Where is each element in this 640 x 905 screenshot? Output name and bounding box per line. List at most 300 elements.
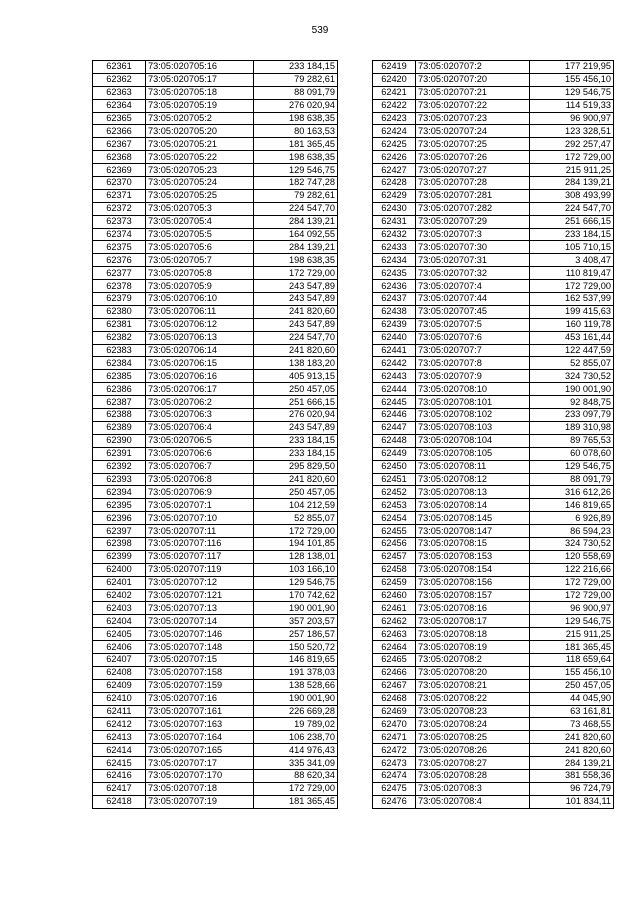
table-row <box>373 189 614 202</box>
row-number-cell: 62438 <box>373 305 416 318</box>
row-number-cell: 62417 <box>93 782 146 795</box>
row-number-cell: 62370 <box>93 177 146 190</box>
value-cell: 88 091,79 <box>254 86 338 99</box>
row-number-cell: 62374 <box>93 228 146 241</box>
value-cell: 453 161,44 <box>530 331 614 344</box>
row-number-cell: 62453 <box>373 499 416 512</box>
table-row <box>373 61 614 74</box>
value-cell: 128 138,01 <box>254 550 338 563</box>
row-number-cell: 62378 <box>93 280 146 293</box>
row-number-cell: 62394 <box>93 486 146 499</box>
cadastral-number-cell: 73:05:020705:20 <box>146 125 254 138</box>
cadastral-number-cell: 73:05:020708:17 <box>416 615 530 628</box>
table-row <box>93 512 338 525</box>
cadastral-number-cell: 73:05:020706:6 <box>146 447 254 460</box>
row-number-cell: 62445 <box>373 396 416 409</box>
row-number-cell: 62462 <box>373 615 416 628</box>
cadastral-number-cell: 73:05:020707:146 <box>146 628 254 641</box>
cadastral-number-cell: 73:05:020706:9 <box>146 486 254 499</box>
row-number-cell: 62455 <box>373 525 416 538</box>
table-row <box>373 318 614 331</box>
cadastral-number-cell: 73:05:020708:22 <box>416 692 530 705</box>
table-row <box>93 396 338 409</box>
row-number-cell: 62430 <box>373 202 416 215</box>
value-cell: 250 457,05 <box>254 383 338 396</box>
cadastral-number-cell: 73:05:020707:6 <box>416 331 530 344</box>
row-number-cell: 62415 <box>93 757 146 770</box>
row-number-cell: 62411 <box>93 705 146 718</box>
row-number-cell: 62382 <box>93 331 146 344</box>
cadastral-number-cell: 73:05:020705:6 <box>146 241 254 254</box>
cadastral-number-cell: 73:05:020707:12 <box>146 576 254 589</box>
value-cell: 101 834,11 <box>530 795 614 808</box>
cadastral-number-cell: 73:05:020708:13 <box>416 486 530 499</box>
value-cell: 194 101,85 <box>254 537 338 550</box>
table-row <box>373 757 614 770</box>
value-cell: 170 742,62 <box>254 589 338 602</box>
table-row <box>93 305 338 318</box>
table-row <box>373 241 614 254</box>
table-row <box>373 164 614 177</box>
cadastral-number-cell: 73:05:020706:7 <box>146 460 254 473</box>
cadastral-number-cell: 73:05:020707:16 <box>146 692 254 705</box>
table-row <box>93 563 338 576</box>
cadastral-number-cell: 73:05:020707:30 <box>416 241 530 254</box>
cadastral-number-cell: 73:05:020706:14 <box>146 344 254 357</box>
row-number-cell: 62464 <box>373 641 416 654</box>
value-cell: 155 456,10 <box>530 666 614 679</box>
table-row <box>93 731 338 744</box>
value-cell: 96 900,97 <box>530 602 614 615</box>
cadastral-number-cell: 73:05:020708:24 <box>416 718 530 731</box>
row-number-cell: 62416 <box>93 769 146 782</box>
value-cell: 164 092,55 <box>254 228 338 241</box>
value-cell: 44 045,90 <box>530 692 614 705</box>
cadastral-number-cell: 73:05:020706:2 <box>146 396 254 409</box>
table-row <box>93 769 338 782</box>
value-cell: 138 528,66 <box>254 679 338 692</box>
value-cell: 198 638,35 <box>254 151 338 164</box>
value-cell: 172 729,00 <box>530 576 614 589</box>
value-cell: 172 729,00 <box>254 267 338 280</box>
row-number-cell: 62454 <box>373 512 416 525</box>
row-number-cell: 62405 <box>93 628 146 641</box>
cadastral-number-cell: 73:05:020706:13 <box>146 331 254 344</box>
cadastral-number-cell: 73:05:020707:15 <box>146 653 254 666</box>
table-row <box>93 602 338 615</box>
table-row <box>373 151 614 164</box>
value-cell: 63 161,81 <box>530 705 614 718</box>
row-number-cell: 62447 <box>373 421 416 434</box>
cadastral-number-cell: 73:05:020707:13 <box>146 602 254 615</box>
cadastral-number-cell: 73:05:020706:4 <box>146 421 254 434</box>
cadastral-number-cell: 73:05:020705:18 <box>146 86 254 99</box>
table-row <box>93 589 338 602</box>
value-cell: 243 547,89 <box>254 280 338 293</box>
cadastral-number-cell: 73:05:020707:32 <box>416 267 530 280</box>
value-cell: 146 819,65 <box>254 653 338 666</box>
row-number-cell: 62364 <box>93 99 146 112</box>
cadastral-number-cell: 73:05:020707:4 <box>416 280 530 293</box>
cadastral-number-cell: 73:05:020707:27 <box>416 164 530 177</box>
value-cell: 162 537,99 <box>530 293 614 306</box>
table-row <box>93 267 338 280</box>
table-row <box>373 602 614 615</box>
table-row <box>93 576 338 589</box>
value-cell: 123 328,51 <box>530 125 614 138</box>
table-row <box>93 744 338 757</box>
value-cell: 381 558,36 <box>530 769 614 782</box>
value-cell: 150 520,72 <box>254 641 338 654</box>
cadastral-number-cell: 73:05:020707:20 <box>416 73 530 86</box>
row-number-cell: 62457 <box>373 550 416 563</box>
row-number-cell: 62403 <box>93 602 146 615</box>
table-row <box>93 447 338 460</box>
table-row <box>373 525 614 538</box>
table-row <box>373 138 614 151</box>
row-number-cell: 62474 <box>373 769 416 782</box>
row-number-cell: 62456 <box>373 537 416 550</box>
cadastral-number-cell: 73:05:020708:157 <box>416 589 530 602</box>
table-row <box>373 228 614 241</box>
table-row <box>93 177 338 190</box>
cadastral-number-cell: 73:05:020705:16 <box>146 61 254 74</box>
value-cell: 52 855,07 <box>530 357 614 370</box>
cadastral-number-cell: 73:05:020707:165 <box>146 744 254 757</box>
cadastral-number-cell: 73:05:020705:9 <box>146 280 254 293</box>
cadastral-number-cell: 73:05:020707:119 <box>146 563 254 576</box>
row-number-cell: 62413 <box>93 731 146 744</box>
table-row <box>373 202 614 215</box>
cadastral-number-cell: 73:05:020707:14 <box>146 615 254 628</box>
row-number-cell: 62397 <box>93 525 146 538</box>
row-number-cell: 62471 <box>373 731 416 744</box>
table-row <box>373 576 614 589</box>
cadastral-number-cell: 73:05:020707:158 <box>146 666 254 679</box>
cadastral-number-cell: 73:05:020708:21 <box>416 679 530 692</box>
value-cell: 190 001,90 <box>530 383 614 396</box>
value-cell: 79 282,61 <box>254 189 338 202</box>
table-row <box>373 215 614 228</box>
cadastral-number-cell: 73:05:020705:2 <box>146 112 254 125</box>
row-number-cell: 62431 <box>373 215 416 228</box>
table-row <box>373 331 614 344</box>
value-cell: 172 729,00 <box>254 782 338 795</box>
table-row <box>93 344 338 357</box>
row-number-cell: 62426 <box>373 151 416 164</box>
data-table-right <box>372 60 614 809</box>
row-number-cell: 62396 <box>93 512 146 525</box>
cadastral-number-cell: 73:05:020708:3 <box>416 782 530 795</box>
table-row <box>93 357 338 370</box>
row-number-cell: 62404 <box>93 615 146 628</box>
row-number-cell: 62386 <box>93 383 146 396</box>
table-row <box>373 305 614 318</box>
cadastral-number-cell: 73:05:020708:18 <box>416 628 530 641</box>
cadastral-number-cell: 73:05:020707:2 <box>416 61 530 74</box>
table-row <box>373 537 614 550</box>
value-cell: 6 926,89 <box>530 512 614 525</box>
table-row <box>93 164 338 177</box>
cadastral-number-cell: 73:05:020708:19 <box>416 641 530 654</box>
cadastral-number-cell: 73:05:020707:31 <box>416 254 530 267</box>
table-row <box>373 550 614 563</box>
value-cell: 405 913,15 <box>254 370 338 383</box>
row-number-cell: 62414 <box>93 744 146 757</box>
table-row <box>93 473 338 486</box>
table-row <box>93 615 338 628</box>
cadastral-number-cell: 73:05:020707:17 <box>146 757 254 770</box>
table-row <box>93 550 338 563</box>
cadastral-number-cell: 73:05:020708:145 <box>416 512 530 525</box>
value-cell: 251 666,15 <box>254 396 338 409</box>
value-cell: 284 139,21 <box>254 241 338 254</box>
cadastral-number-cell: 73:05:020708:15 <box>416 537 530 550</box>
table-row <box>373 383 614 396</box>
table-row <box>373 615 614 628</box>
cadastral-number-cell: 73:05:020707:148 <box>146 641 254 654</box>
value-cell: 224 547,70 <box>254 331 338 344</box>
table-row <box>373 254 614 267</box>
value-cell: 284 139,21 <box>530 757 614 770</box>
table-row <box>93 112 338 125</box>
table-row <box>93 679 338 692</box>
value-cell: 241 820,60 <box>254 473 338 486</box>
cadastral-number-cell: 73:05:020705:23 <box>146 164 254 177</box>
value-cell: 114 519,33 <box>530 99 614 112</box>
value-cell: 88 091,79 <box>530 473 614 486</box>
row-number-cell: 62407 <box>93 653 146 666</box>
cadastral-number-cell: 73:05:020707:25 <box>416 138 530 151</box>
cadastral-number-cell: 73:05:020705:22 <box>146 151 254 164</box>
value-cell: 19 789,02 <box>254 718 338 731</box>
cadastral-number-cell: 73:05:020707:45 <box>416 305 530 318</box>
table-row <box>93 795 338 808</box>
table-row <box>373 692 614 705</box>
value-cell: 251 666,15 <box>530 215 614 228</box>
table-row <box>373 589 614 602</box>
row-number-cell: 62389 <box>93 421 146 434</box>
row-number-cell: 62369 <box>93 164 146 177</box>
table-row <box>373 486 614 499</box>
row-number-cell: 62463 <box>373 628 416 641</box>
row-number-cell: 62449 <box>373 447 416 460</box>
cadastral-number-cell: 73:05:020707:26 <box>416 151 530 164</box>
row-number-cell: 62392 <box>93 460 146 473</box>
row-number-cell: 62422 <box>373 99 416 112</box>
table-row <box>93 99 338 112</box>
row-number-cell: 62418 <box>93 795 146 808</box>
table-row <box>93 705 338 718</box>
table-row <box>373 460 614 473</box>
table-row <box>93 383 338 396</box>
cadastral-number-cell: 73:05:020708:104 <box>416 434 530 447</box>
data-table-left <box>92 60 338 809</box>
row-number-cell: 62442 <box>373 357 416 370</box>
row-number-cell: 62372 <box>93 202 146 215</box>
row-number-cell: 62467 <box>373 679 416 692</box>
table-row <box>373 267 614 280</box>
row-number-cell: 62437 <box>373 293 416 306</box>
table-row <box>93 318 338 331</box>
row-number-cell: 62419 <box>373 61 416 74</box>
table-row <box>93 486 338 499</box>
table-row <box>373 177 614 190</box>
row-number-cell: 62406 <box>93 641 146 654</box>
row-number-cell: 62409 <box>93 679 146 692</box>
row-number-cell: 62371 <box>93 189 146 202</box>
table-row <box>93 86 338 99</box>
value-cell: 89 765,53 <box>530 434 614 447</box>
cadastral-number-cell: 73:05:020706:16 <box>146 370 254 383</box>
value-cell: 241 820,60 <box>254 305 338 318</box>
cadastral-number-cell: 73:05:020707:3 <box>416 228 530 241</box>
cadastral-number-cell: 73:05:020707:44 <box>416 293 530 306</box>
row-number-cell: 62362 <box>93 73 146 86</box>
row-number-cell: 62412 <box>93 718 146 731</box>
row-number-cell: 62387 <box>93 396 146 409</box>
row-number-cell: 62377 <box>93 267 146 280</box>
cadastral-number-cell: 73:05:020705:4 <box>146 215 254 228</box>
value-cell: 86 594,23 <box>530 525 614 538</box>
value-cell: 241 820,60 <box>254 344 338 357</box>
value-cell: 190 001,90 <box>254 692 338 705</box>
table-row <box>93 641 338 654</box>
table-row <box>373 769 614 782</box>
value-cell: 52 855,07 <box>254 512 338 525</box>
table-row <box>373 86 614 99</box>
table-row <box>93 331 338 344</box>
row-number-cell: 62384 <box>93 357 146 370</box>
row-number-cell: 62376 <box>93 254 146 267</box>
value-cell: 79 282,61 <box>254 73 338 86</box>
table-row <box>93 138 338 151</box>
table-row <box>93 718 338 731</box>
table-row <box>373 744 614 757</box>
value-cell: 250 457,05 <box>530 679 614 692</box>
table-row <box>93 434 338 447</box>
table-row <box>93 757 338 770</box>
value-cell: 129 546,75 <box>254 164 338 177</box>
row-number-cell: 62388 <box>93 409 146 422</box>
cadastral-number-cell: 73:05:020705:21 <box>146 138 254 151</box>
cadastral-number-cell: 73:05:020708:154 <box>416 563 530 576</box>
table-row <box>93 460 338 473</box>
row-number-cell: 62432 <box>373 228 416 241</box>
cadastral-number-cell: 73:05:020708:105 <box>416 447 530 460</box>
row-number-cell: 62366 <box>93 125 146 138</box>
value-cell: 233 184,15 <box>530 228 614 241</box>
cadastral-number-cell: 73:05:020705:19 <box>146 99 254 112</box>
cadastral-number-cell: 73:05:020707:7 <box>416 344 530 357</box>
cadastral-number-cell: 73:05:020705:3 <box>146 202 254 215</box>
table-row <box>373 731 614 744</box>
value-cell: 3 408,47 <box>530 254 614 267</box>
value-cell: 324 730,52 <box>530 370 614 383</box>
value-cell: 215 911,25 <box>530 164 614 177</box>
row-number-cell: 62460 <box>373 589 416 602</box>
table-row <box>373 409 614 422</box>
table-row <box>373 447 614 460</box>
value-cell: 226 669,28 <box>254 705 338 718</box>
value-cell: 233 097,79 <box>530 409 614 422</box>
row-number-cell: 62439 <box>373 318 416 331</box>
table-row <box>93 499 338 512</box>
value-cell: 88 620,34 <box>254 769 338 782</box>
value-cell: 96 900,97 <box>530 112 614 125</box>
value-cell: 103 166,10 <box>254 563 338 576</box>
value-cell: 155 456,10 <box>530 73 614 86</box>
row-number-cell: 62361 <box>93 61 146 74</box>
value-cell: 241 820,60 <box>530 744 614 757</box>
table-row <box>93 73 338 86</box>
cadastral-number-cell: 73:05:020708:11 <box>416 460 530 473</box>
table-row <box>93 692 338 705</box>
table-row <box>93 61 338 74</box>
row-number-cell: 62408 <box>93 666 146 679</box>
row-number-cell: 62461 <box>373 602 416 615</box>
value-cell: 276 020,94 <box>254 409 338 422</box>
value-cell: 233 184,15 <box>254 434 338 447</box>
row-number-cell: 62476 <box>373 795 416 808</box>
value-cell: 106 238,70 <box>254 731 338 744</box>
row-number-cell: 62379 <box>93 293 146 306</box>
value-cell: 129 546,75 <box>530 615 614 628</box>
cadastral-number-cell: 73:05:020708:4 <box>416 795 530 808</box>
row-number-cell: 62466 <box>373 666 416 679</box>
value-cell: 243 547,89 <box>254 318 338 331</box>
cadastral-number-cell: 73:05:020705:24 <box>146 177 254 190</box>
value-cell: 60 078,60 <box>530 447 614 460</box>
table-row <box>93 202 338 215</box>
cadastral-number-cell: 73:05:020708:12 <box>416 473 530 486</box>
cadastral-number-cell: 73:05:020706:8 <box>146 473 254 486</box>
cadastral-number-cell: 73:05:020708:2 <box>416 653 530 666</box>
cadastral-number-cell: 73:05:020707:24 <box>416 125 530 138</box>
row-number-cell: 62399 <box>93 550 146 563</box>
cadastral-number-cell: 73:05:020705:8 <box>146 267 254 280</box>
row-number-cell: 62443 <box>373 370 416 383</box>
cadastral-number-cell: 73:05:020707:19 <box>146 795 254 808</box>
table-row <box>373 396 614 409</box>
cadastral-number-cell: 73:05:020708:101 <box>416 396 530 409</box>
cadastral-number-cell: 73:05:020708:23 <box>416 705 530 718</box>
value-cell: 160 119,78 <box>530 318 614 331</box>
row-number-cell: 62385 <box>93 370 146 383</box>
cadastral-number-cell: 73:05:020708:25 <box>416 731 530 744</box>
value-cell: 308 493,99 <box>530 189 614 202</box>
table-row <box>373 653 614 666</box>
cadastral-number-cell: 73:05:020706:11 <box>146 305 254 318</box>
table-row <box>373 357 614 370</box>
row-number-cell: 62400 <box>93 563 146 576</box>
table-row <box>93 215 338 228</box>
value-cell: 224 547,70 <box>254 202 338 215</box>
cadastral-number-cell: 73:05:020707:22 <box>416 99 530 112</box>
row-number-cell: 62375 <box>93 241 146 254</box>
row-number-cell: 62424 <box>373 125 416 138</box>
value-cell: 316 612,26 <box>530 486 614 499</box>
value-cell: 118 659,64 <box>530 653 614 666</box>
row-number-cell: 62380 <box>93 305 146 318</box>
table-row <box>373 705 614 718</box>
table-row <box>93 254 338 267</box>
table-row <box>93 782 338 795</box>
cadastral-number-cell: 73:05:020706:12 <box>146 318 254 331</box>
cadastral-number-cell: 73:05:020708:10 <box>416 383 530 396</box>
row-number-cell: 62401 <box>93 576 146 589</box>
value-cell: 172 729,00 <box>530 151 614 164</box>
